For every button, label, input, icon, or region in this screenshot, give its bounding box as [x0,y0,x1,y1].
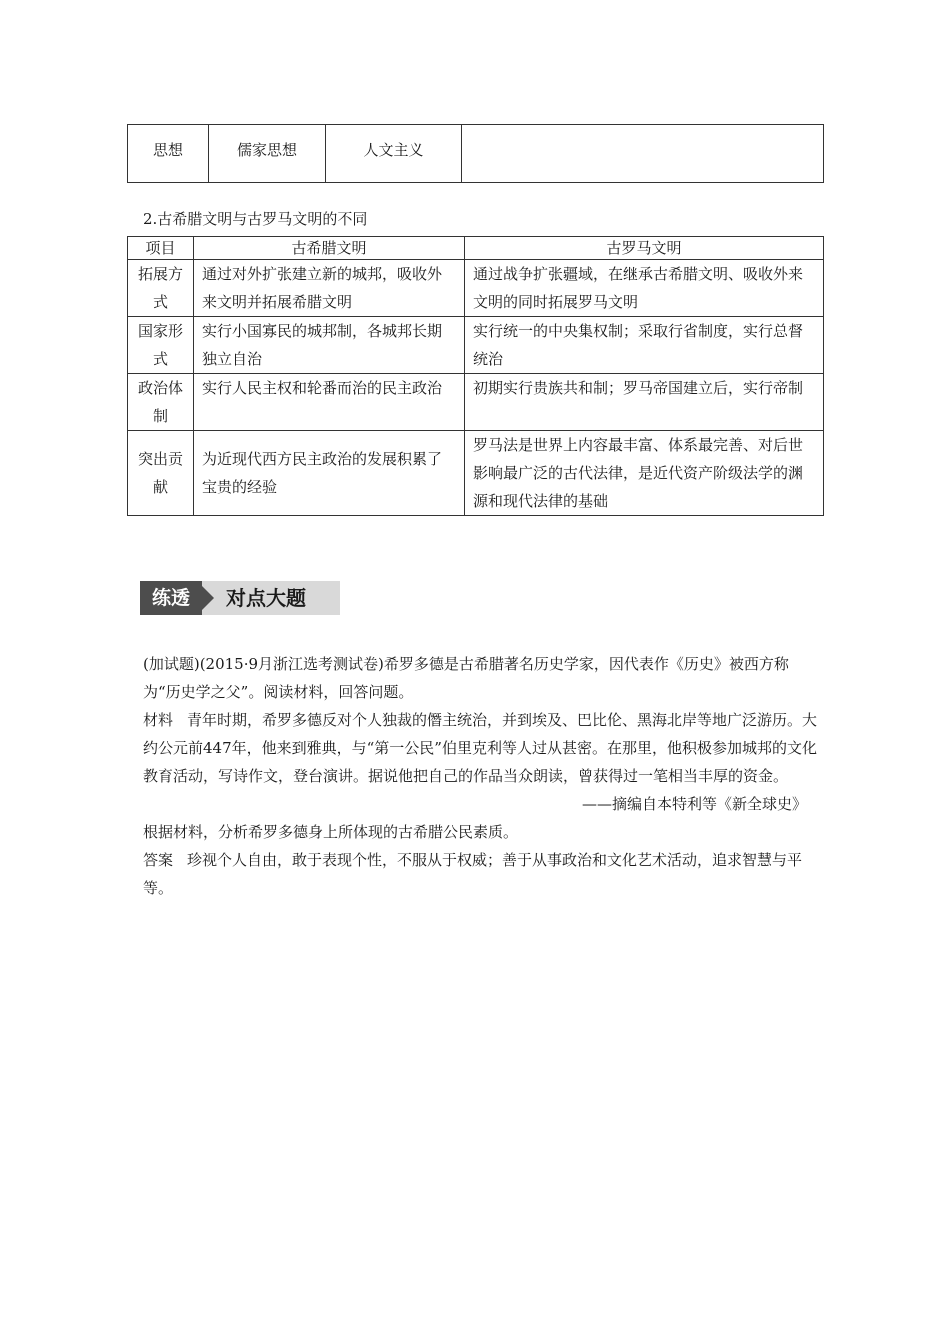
section-banner [140,581,340,615]
material-label: 材料 [143,711,174,729]
arrow-icon [202,586,214,610]
table-header-row [128,237,824,260]
row-item: 拓展方式 [128,260,194,317]
table-cell [462,125,824,183]
table-row [128,317,824,374]
greece-cell: 通过对外扩张建立新的城邦，吸收外来文明并拓展希腊文明 [194,260,465,317]
material-paragraph [143,706,823,790]
answer-label: 答案 [143,851,174,869]
row-item: 突出贡献 [128,431,194,516]
table-row [128,125,824,183]
material-source: ——摘编自本特利等《新全球史》 [581,795,807,813]
table-row [128,431,824,516]
column-header: 古希腊文明 [194,237,465,260]
table-row [128,260,824,317]
row-item: 国家形式 [128,317,194,374]
table-cell: 人文主义 [326,125,462,183]
rome-cell: 实行统一的中央集权制；采取行省制度，实行总督统治 [465,317,824,374]
question-intro: (加试题)(2015·9月浙江选考测试卷)希罗多德是古希腊著名历史学家，因代表作《历史》被西方称为“历史学之父”。阅读材料，回答问题。 [143,655,789,701]
table-cell: 思想 [128,125,209,183]
question-block [143,650,823,902]
rome-cell: 罗马法是世界上内容最丰富、体系最完善、对后世影响最广泛的古代法律，是近代资产阶级法学的渊源和现代法律的基础 [465,431,824,516]
answer-text: 珍视个人自由，敢于表现个性，不服从于权威；善于从事政治和文化艺术活动，追求智慧与平等。 [143,851,803,897]
rome-cell: 初期实行贵族共和制；罗马帝国建立后，实行帝制 [465,374,824,431]
rome-cell: 通过战争扩张疆域，在继承古希腊文明、吸收外来文明的同时拓展罗马文明 [465,260,824,317]
answer-paragraph [143,846,823,902]
greece-cell: 为近现代西方民主政治的发展积累了宝贵的经验 [194,431,465,516]
greece-cell: 实行人民主权和轮番而治的民主政治 [194,374,465,431]
comparison-table [127,236,824,516]
top-table [127,124,824,183]
banner-tag: 练透 [140,581,202,615]
material-text: 青年时期，希罗多德反对个人独裁的僭主统治，并到埃及、巴比伦、黑海北岸等地广泛游历。大约公元前447年，他来到雅典，与“第一公民”伯里克利等人过从甚密。在那里，他积极参加城邦的文化教育活动，写诗作文，登台演讲。据说他把自己的作品当众朗读，曾获得过一笔相当丰厚的资金。 [143,711,818,785]
column-header: 古罗马文明 [465,237,824,260]
table-row [128,374,824,431]
section-heading: 2.古希腊文明与古罗马文明的不同 [143,210,368,228]
greece-cell: 实行小国寡民的城邦制，各城邦长期独立自治 [194,317,465,374]
question-prompt: 根据材料，分析希罗多德身上所体现的古希腊公民素质。 [143,823,519,841]
table-cell: 儒家思想 [209,125,326,183]
row-item: 政治体制 [128,374,194,431]
column-header: 项目 [128,237,194,260]
banner-title: 对点大题 [226,586,306,610]
